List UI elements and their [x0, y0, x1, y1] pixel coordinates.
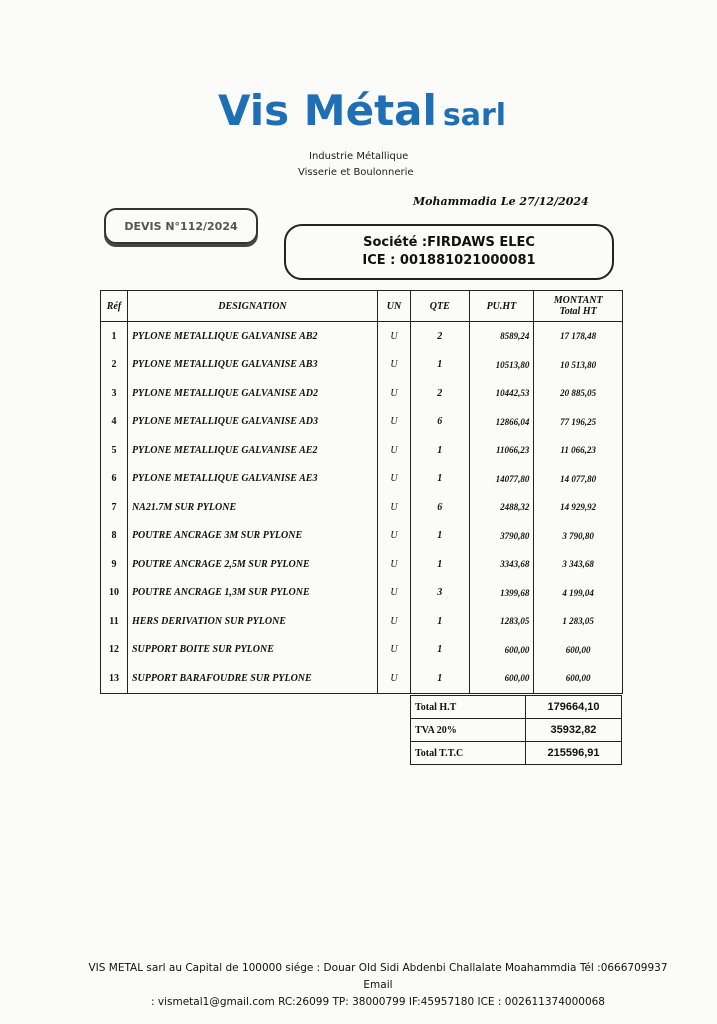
tva-label: TVA 20% — [411, 719, 526, 742]
row-quantity: 1 — [410, 550, 469, 579]
table-row — [101, 436, 623, 465]
row-ref: 9 — [101, 550, 128, 579]
row-ref: 3 — [101, 379, 128, 408]
row-designation: NA21.7M SUR PYLONE — [127, 493, 377, 522]
total-ttc-row — [411, 742, 622, 765]
table-row — [101, 408, 623, 437]
items-table — [100, 290, 623, 694]
header-qte: QTE — [410, 291, 469, 322]
row-total: 11 066,23 — [534, 436, 623, 465]
row-quantity: 3 — [410, 579, 469, 608]
row-quantity: 1 — [410, 607, 469, 636]
row-ref: 6 — [101, 465, 128, 494]
row-total: 14 929,92 — [534, 493, 623, 522]
row-unit-price: 8589,24 — [469, 322, 534, 351]
row-unit: U — [378, 465, 411, 494]
table-row — [101, 522, 623, 551]
row-total: 14 077,80 — [534, 465, 623, 494]
row-unit-price: 10442,53 — [469, 379, 534, 408]
row-designation: POUTRE ANCRAGE 3M SUR PYLONE — [127, 522, 377, 551]
row-designation: POUTRE ANCRAGE 2,5M SUR PYLONE — [127, 550, 377, 579]
client-box — [284, 224, 614, 280]
row-unit: U — [378, 664, 411, 693]
row-total: 10 513,80 — [534, 351, 623, 380]
row-unit: U — [378, 351, 411, 380]
row-unit-price: 14077,80 — [469, 465, 534, 494]
row-quantity: 2 — [410, 322, 469, 351]
header-montant-line2: Total HT — [559, 306, 597, 317]
client-ice: ICE : 001881021000081 — [362, 253, 536, 268]
footer-line-1: VIS METAL sarl au Capital de 100000 siége : Douar Old Sidi Abdenbi Challalate Moahammdia Tél :0666709937 Email — [88, 962, 668, 991]
row-designation: SUPPORT BOITE SUR PYLONE — [127, 636, 377, 665]
header-montant — [534, 291, 623, 322]
row-unit-price: 600,00 — [469, 664, 534, 693]
row-unit-price: 12866,04 — [469, 408, 534, 437]
row-designation: POUTRE ANCRAGE 1,3M SUR PYLONE — [127, 579, 377, 608]
row-ref: 2 — [101, 351, 128, 380]
row-unit-price: 2488,32 — [469, 493, 534, 522]
row-designation: PYLONE METALLIQUE GALVANISE AD2 — [127, 379, 377, 408]
row-total: 77 196,25 — [534, 408, 623, 437]
footer-line-2: : vismetal1@gmail.com RC:26099 TP: 38000799 IF:45957180 ICE : 002611374000068 — [151, 996, 605, 1008]
total-ht-row — [411, 696, 622, 719]
table-row — [101, 379, 623, 408]
row-total: 3 343,68 — [534, 550, 623, 579]
row-designation: PYLONE METALLIQUE GALVANISE AD3 — [127, 408, 377, 437]
row-unit: U — [378, 436, 411, 465]
row-total: 600,00 — [534, 636, 623, 665]
table-row — [101, 636, 623, 665]
row-ref: 4 — [101, 408, 128, 437]
table-row — [101, 322, 623, 351]
row-unit: U — [378, 550, 411, 579]
table-row — [101, 607, 623, 636]
row-unit: U — [378, 493, 411, 522]
document-date: Mohammadia Le 27/12/2024 — [413, 195, 589, 208]
row-unit-price: 3790,80 — [469, 522, 534, 551]
row-designation: SUPPORT BARAFOUDRE SUR PYLONE — [127, 664, 377, 693]
row-ref: 5 — [101, 436, 128, 465]
row-designation: HERS DERIVATION SUR PYLONE — [127, 607, 377, 636]
row-unit-price: 10513,80 — [469, 351, 534, 380]
table-row — [101, 465, 623, 494]
row-ref: 13 — [101, 664, 128, 693]
row-total: 3 790,80 — [534, 522, 623, 551]
row-total: 4 199,04 — [534, 579, 623, 608]
row-ref: 8 — [101, 522, 128, 551]
row-quantity: 1 — [410, 522, 469, 551]
row-quantity: 2 — [410, 379, 469, 408]
row-total: 1 283,05 — [534, 607, 623, 636]
row-ref: 1 — [101, 322, 128, 351]
row-unit: U — [378, 408, 411, 437]
row-quantity: 1 — [410, 351, 469, 380]
row-quantity: 1 — [410, 436, 469, 465]
row-total: 600,00 — [534, 664, 623, 693]
row-total: 17 178,48 — [534, 322, 623, 351]
devis-number-box — [104, 208, 258, 244]
client-societe: Société :FIRDAWS ELEC — [363, 235, 535, 250]
table-row — [101, 493, 623, 522]
row-unit: U — [378, 522, 411, 551]
brand-suffix: sarl — [442, 98, 507, 133]
header-puht: PU.HT — [469, 291, 534, 322]
brand-name: Vis Métal — [218, 86, 437, 135]
company-footer — [88, 960, 668, 1011]
row-quantity: 1 — [410, 636, 469, 665]
row-unit-price: 600,00 — [469, 636, 534, 665]
devis-number: DEVIS N°112/2024 — [124, 219, 238, 233]
row-unit: U — [378, 322, 411, 351]
header-un: UN — [378, 291, 411, 322]
totals-table — [410, 695, 622, 765]
header-ref: Réf — [101, 291, 128, 322]
row-ref: 12 — [101, 636, 128, 665]
total-ht-label: Total H.T — [411, 696, 526, 719]
total-ttc-label: Total T.T.C — [411, 742, 526, 765]
row-quantity: 6 — [410, 408, 469, 437]
header-designation: DESIGNATION — [127, 291, 377, 322]
tva-value: 35932,82 — [526, 719, 622, 742]
row-ref: 7 — [101, 493, 128, 522]
total-ttc-value: 215596,91 — [526, 742, 622, 765]
row-unit-price: 1399,68 — [469, 579, 534, 608]
tva-row — [411, 719, 622, 742]
row-quantity: 6 — [410, 493, 469, 522]
row-unit-price: 1283,05 — [469, 607, 534, 636]
table-row — [101, 579, 623, 608]
row-unit-price: 3343,68 — [469, 550, 534, 579]
row-designation: PYLONE METALLIQUE GALVANISE AE3 — [127, 465, 377, 494]
row-ref: 11 — [101, 607, 128, 636]
row-unit: U — [378, 579, 411, 608]
row-ref: 10 — [101, 579, 128, 608]
company-activity-1: Industrie Métallique — [309, 151, 409, 162]
table-header-row — [101, 291, 623, 322]
row-quantity: 1 — [410, 664, 469, 693]
table-row — [101, 664, 623, 693]
company-activity-2: Visserie et Boulonnerie — [298, 167, 414, 178]
table-row — [101, 550, 623, 579]
row-unit-price: 11066,23 — [469, 436, 534, 465]
row-unit: U — [378, 607, 411, 636]
company-logo — [218, 86, 508, 146]
row-total: 20 885,05 — [534, 379, 623, 408]
row-unit: U — [378, 636, 411, 665]
row-unit: U — [378, 379, 411, 408]
table-row — [101, 351, 623, 380]
row-quantity: 1 — [410, 465, 469, 494]
total-ht-value: 179664,10 — [526, 696, 622, 719]
header-montant-line1: MONTANT — [553, 295, 603, 306]
row-designation: PYLONE METALLIQUE GALVANISE AE2 — [127, 436, 377, 465]
row-designation: PYLONE METALLIQUE GALVANISE AB2 — [127, 322, 377, 351]
row-designation: PYLONE METALLIQUE GALVANISE AB3 — [127, 351, 377, 380]
